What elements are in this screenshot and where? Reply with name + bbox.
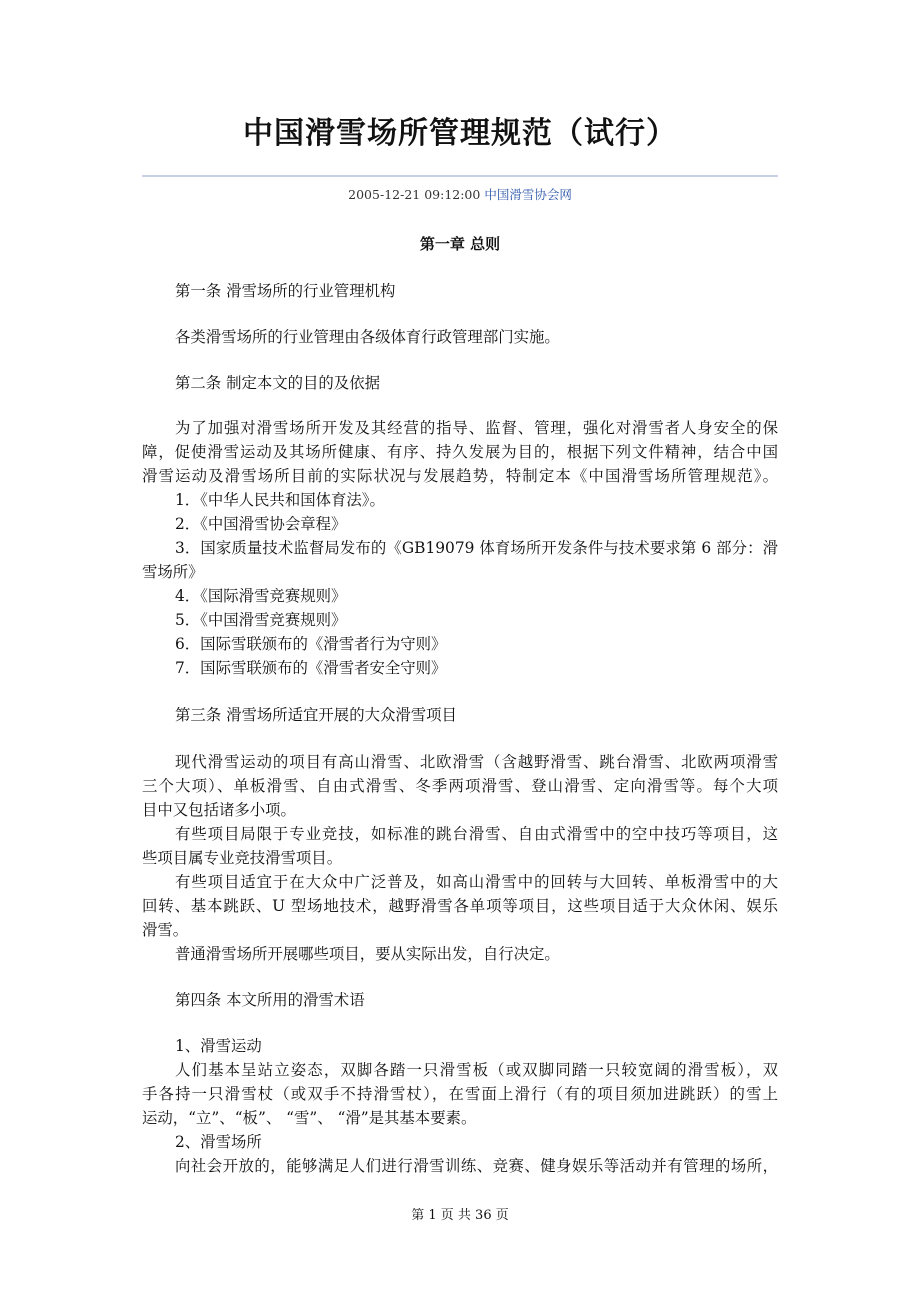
- list-item: 1．《中华人民共和国体育法》。: [175, 491, 385, 509]
- paragraph-line: 人们基本呈站立姿态，双脚各踏一只滑雪板（或双脚同踏一只较宽阔的滑雪板），双: [175, 1061, 778, 1079]
- paragraph-line: 三个大项）、单板滑雪、自由式滑雪、冬季两项滑雪、登山滑雪、定向滑雪等。每个大项: [142, 777, 778, 795]
- list-item-continued: 雪场所》: [142, 563, 204, 581]
- list-item: 2．《中国滑雪协会章程》: [175, 515, 347, 533]
- paragraph-line: 目中又包括诸多小项。: [142, 801, 296, 819]
- list-item: 7．国际雪联颁布的《滑雪者安全守则》: [175, 659, 447, 677]
- publish-datetime: 2005-12-21 09:12:00: [348, 187, 481, 202]
- paragraph-line: 运动，“立”、“板”、 “雪”、 “滑”是其基本要素。: [142, 1109, 477, 1127]
- page-number-footer: 第 1 页 共 36 页: [411, 1208, 509, 1223]
- paragraph-line: 现代滑雪运动的项目有高山滑雪、北欧滑雪（含越野滑雪、跳台滑雪、北欧两项滑雪: [175, 753, 778, 771]
- list-item: 3．国家质量技术监督局发布的《GB19079 体育场所开发条件与技术要求第 6 部分：滑: [175, 539, 778, 557]
- article-heading: 第二条 制定本文的目的及依据: [175, 374, 380, 392]
- term-heading: 1、滑雪运动: [175, 1037, 262, 1055]
- chapter-heading: 第一章 总则: [419, 235, 501, 253]
- paragraph-line: 些项目属专业竞技滑雪项目。: [142, 849, 343, 867]
- article-heading: 第一条 滑雪场所的行业管理机构: [175, 282, 396, 300]
- list-item: 4．《国际滑雪竞赛规则》: [175, 587, 347, 605]
- publish-meta: [0, 186, 920, 204]
- paragraph-line: 为了加强对滑雪场所开发及其经营的指导、监督、管理，强化对滑雪者人身安全的保: [175, 419, 778, 437]
- paragraph-line: 有些项目局限于专业竞技，如标准的跳台滑雪、自由式滑雪中的空中技巧等项目，这: [175, 825, 778, 843]
- paragraph-line: 手各持一只滑雪杖（或双手不持滑雪杖），在雪面上滑行（有的项目须加进跳跃）的雪上: [142, 1085, 778, 1103]
- paragraph-line: 普通滑雪场所开展哪些项目，要从实际出发，自行决定。: [175, 945, 560, 963]
- term-heading: 2、滑雪场所: [175, 1133, 262, 1151]
- list-item: 5．《中国滑雪竞赛规则》: [175, 611, 347, 629]
- paragraph-line: 各类滑雪场所的行业管理由各级体育行政管理部门实施。: [175, 328, 560, 346]
- paragraph-line: 滑雪。: [142, 921, 189, 939]
- title-divider: [142, 175, 778, 177]
- paragraph-line: 向社会开放的，能够满足人们进行滑雪训练、竞赛、健身娱乐等活动并有管理的场所，: [175, 1157, 778, 1175]
- paragraph-line: 障，促使滑雪运动及其场所健康、有序、持久发展为目的，根据下列文件精神，结合中国: [142, 443, 778, 461]
- article-heading: 第四条 本文所用的滑雪术语: [175, 991, 365, 1009]
- source-link[interactable]: 中国滑雪协会网: [484, 187, 572, 202]
- paragraph-line: 回转、基本跳跃、U 型场地技术，越野滑雪各单项等项目，这些项目适于大众休闲、娱乐: [142, 897, 778, 915]
- paragraph-line: 滑雪运动及滑雪场所目前的实际状况与发展趋势，特制定本《中国滑雪场所管理规范》。: [142, 467, 778, 485]
- paragraph-line: 有些项目适宜于在大众中广泛普及，如高山滑雪中的回转与大回转、单板滑雪中的大: [175, 873, 778, 891]
- article-heading: 第三条 滑雪场所适宜开展的大众滑雪项目: [175, 706, 457, 724]
- list-item: 6．国际雪联颁布的《滑雪者行为守则》: [175, 635, 447, 653]
- document-title: 中国滑雪场所管理规范（试行）: [243, 116, 677, 151]
